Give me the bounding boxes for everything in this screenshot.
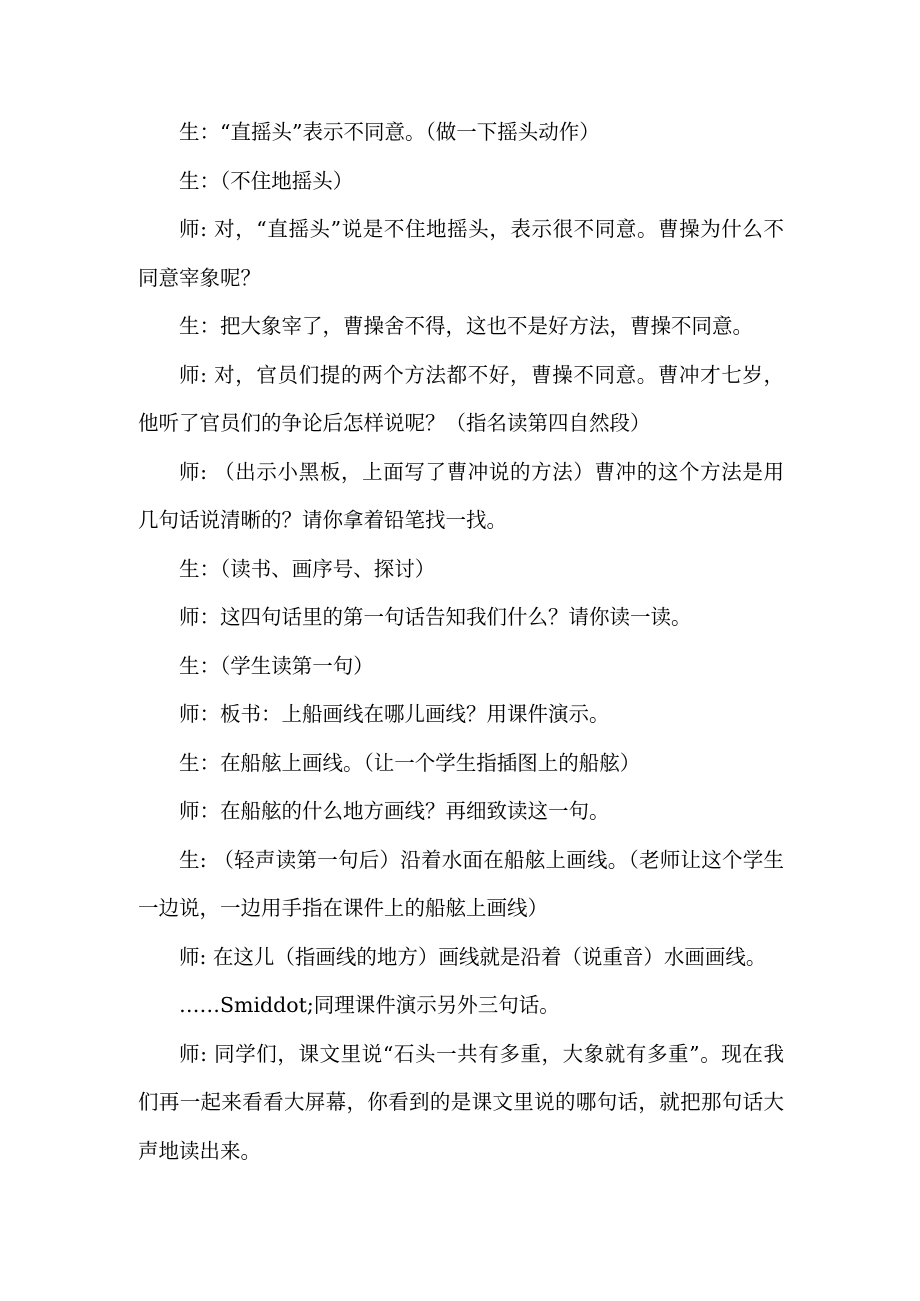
paragraph-14: 师: 在这儿（指画线的地方）画线就是沿着（说重音）水画画线。 bbox=[179, 944, 767, 969]
paragraph-3: 师: 对，“直摇头”说是不住地摇头，表示很不同意。曹操为什么不同意宰象呢？ bbox=[138, 217, 784, 290]
document-body bbox=[138, 108, 784, 1175]
paragraph-8: 师：这四句话里的第一句话告知我们什么？请你读一读。 bbox=[179, 605, 692, 629]
paragraph-9: 生：（学生读第一句） bbox=[179, 653, 374, 678]
paragraph-16: 师: 同学们，课文里说“石头一共有多重，大象就有多重”。现在我们再一起来看看大屏幕，你看到的是课文里说的哪句话，就把那句话大声地读出来。 bbox=[138, 1041, 784, 1163]
paragraph-2: 生：（不住地摇头） bbox=[179, 168, 354, 193]
paragraph-5: 师: 对，官员们提的两个方法都不好，曹操不同意。曹冲才七岁，他听了官员们的争论后怎样说呢？（指名读第四自然段） bbox=[138, 362, 784, 435]
paragraph-1: 生：“直摇头”表示不同意。（做一下摇头动作） bbox=[179, 120, 600, 144]
paragraph-4: 生：把大象宰了，曹操舍不得，这也不是好方法，曹操不同意。 bbox=[179, 314, 753, 338]
paragraph-6: 师: （出示小黑板，上面写了曹冲说的方法）曹冲的这个方法是用几句话说清晰的？请你拿着铅笔找一找。 bbox=[138, 459, 784, 532]
paragraph-13: 生: （轻声读第一句后）沿着水面在船舷上画线。（老师让这个学生一边说，一边用手指在课件上的船舷上画线） bbox=[138, 847, 784, 920]
paragraph-15: ……Smiddot;同理课件演示另外三句话。 bbox=[179, 993, 560, 1017]
paragraph-7: 生：（读书、画序号、探讨） bbox=[179, 556, 436, 581]
paragraph-11: 生：在船舷上画线。（让一个学生指插图上的船舷） bbox=[179, 750, 641, 775]
paragraph-10: 师：板书：上船画线在哪儿画线？用课件演示。 bbox=[179, 702, 610, 726]
paragraph-12: 师：在船舷的什么地方画线？再细致读这一句。 bbox=[179, 799, 610, 823]
